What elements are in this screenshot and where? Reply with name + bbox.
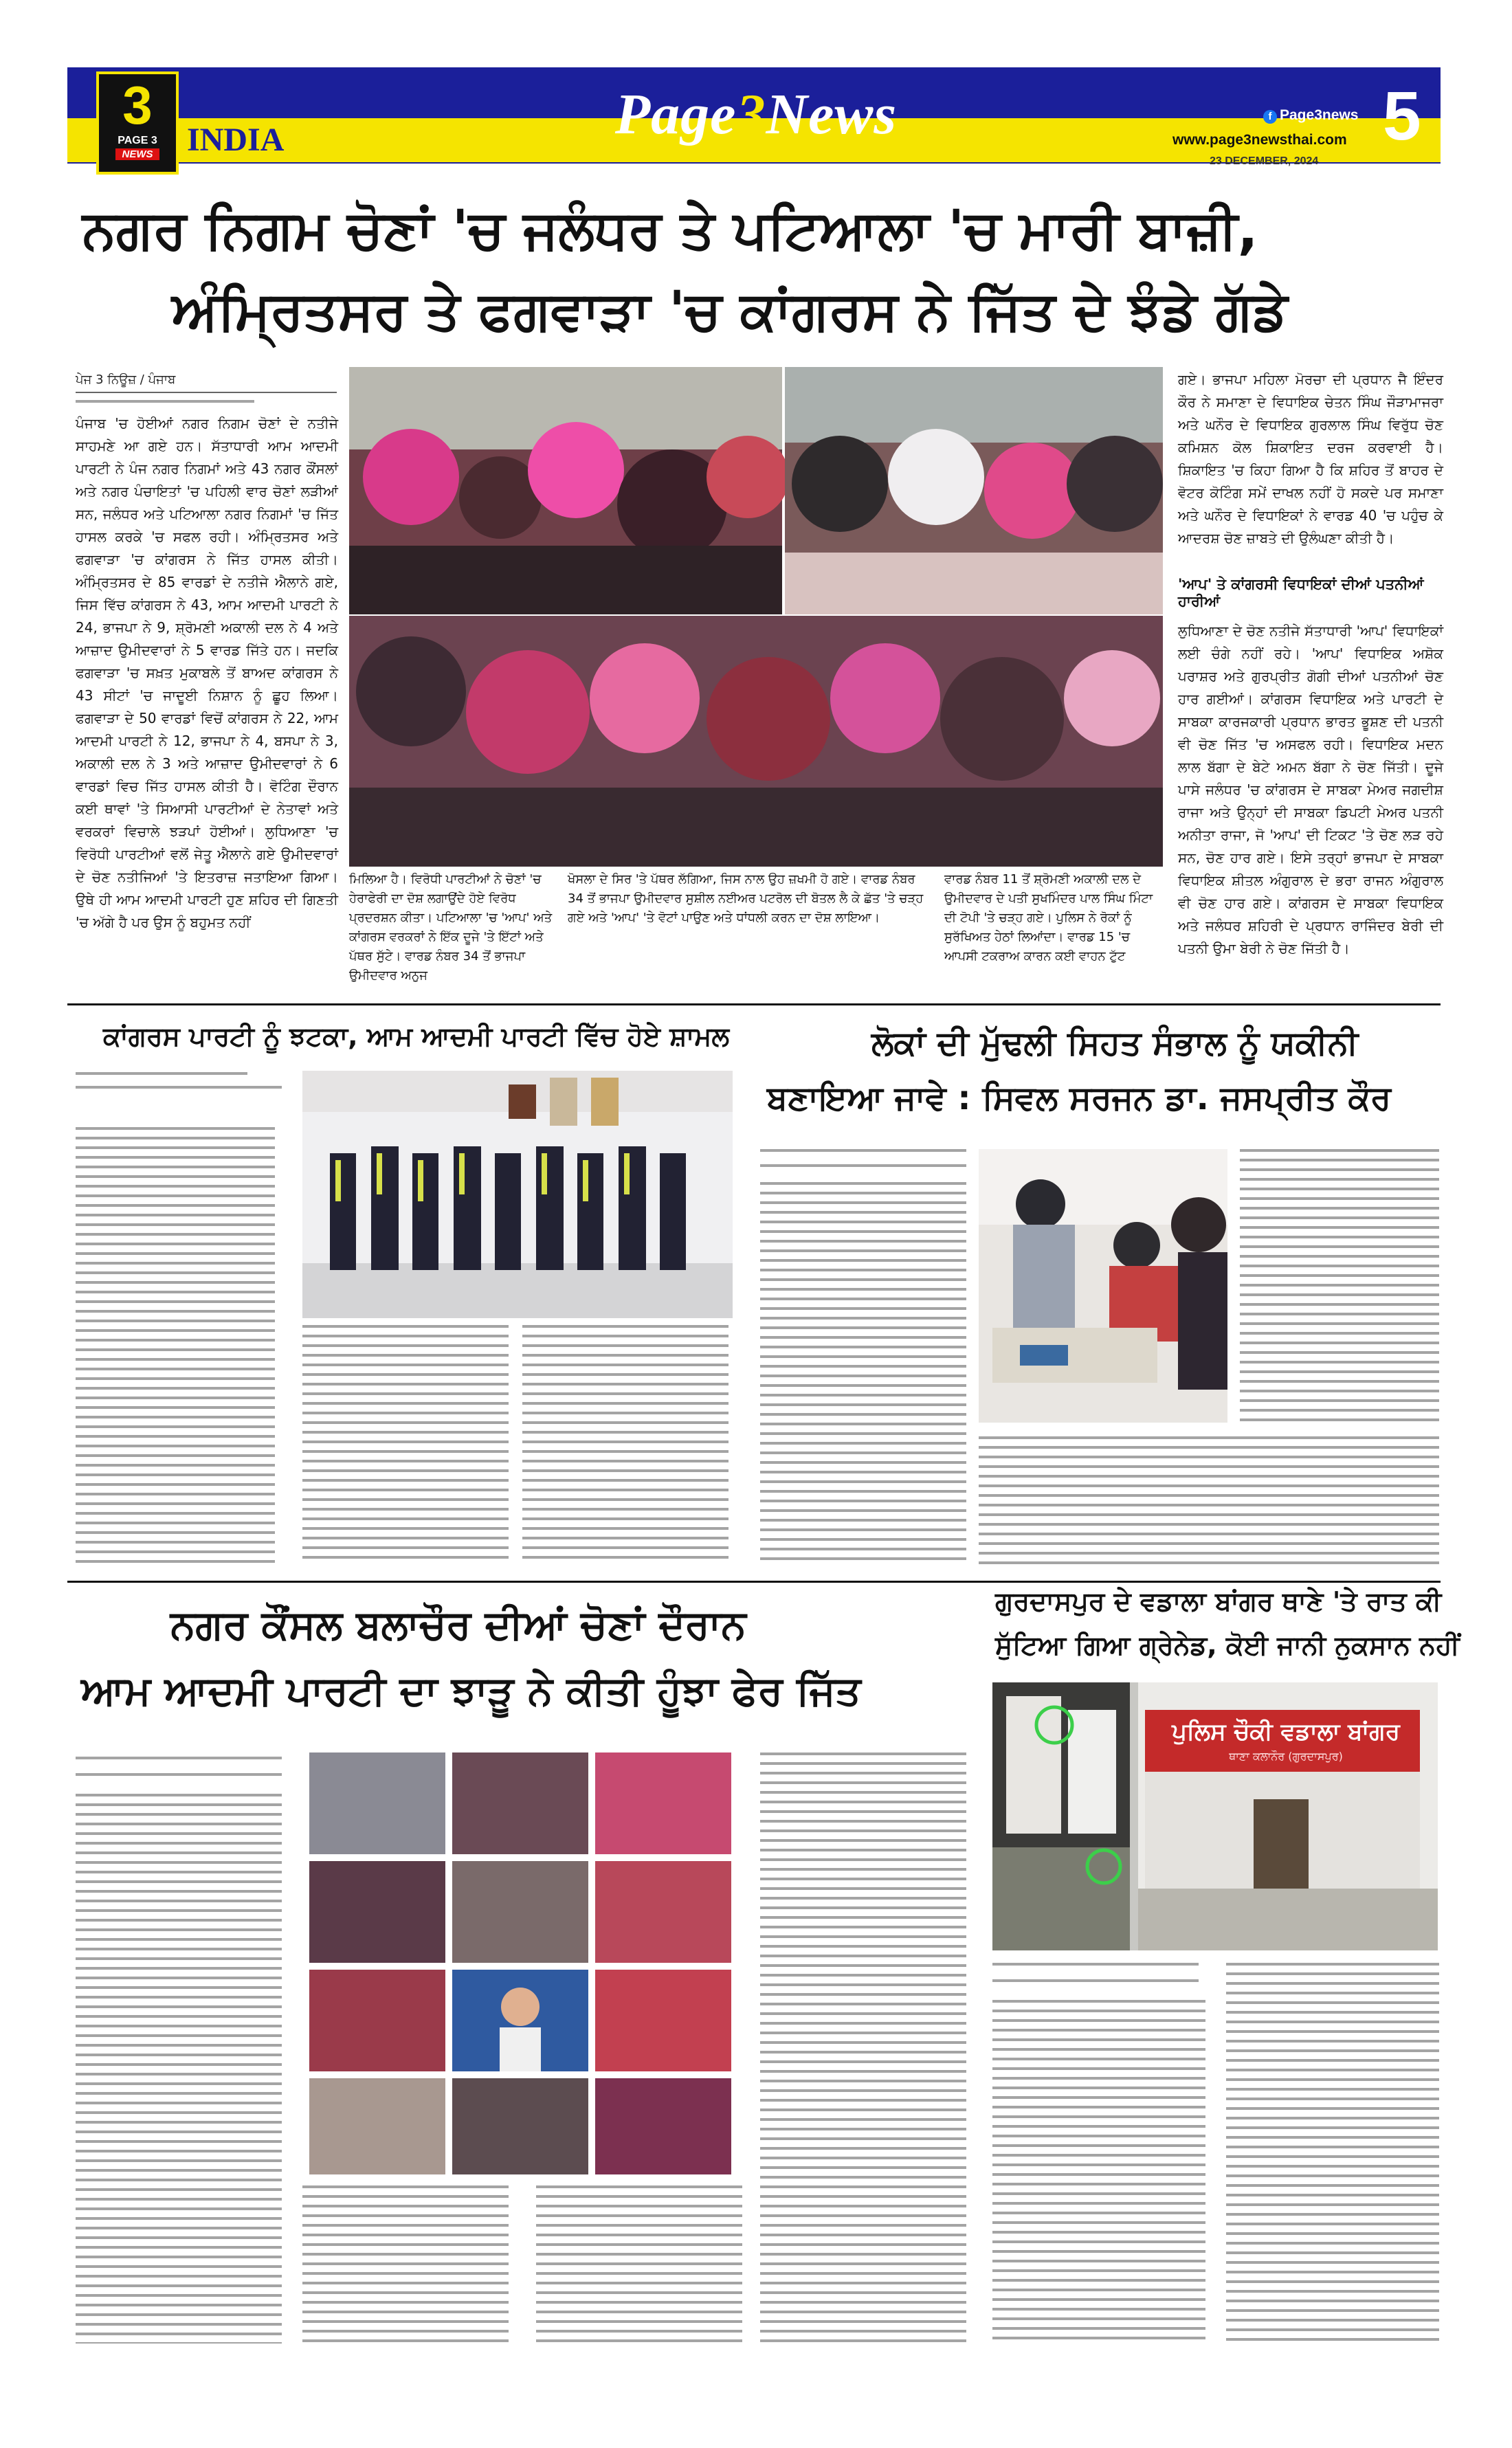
story3-byline xyxy=(760,1149,966,1159)
story2-headline: ਕਾਂਗਰਸ ਪਾਰਟੀ ਨੂੰ ਝਟਕਾ, ਆਮ ਆਦਮੀ ਪਾਰਟੀ ਵਿੱਚ ਹੋਏ ਸ਼ਾਮਲ xyxy=(103,1021,730,1051)
lead-subhead: 'ਆਪ' ਤੇ ਕਾਂਗਰਸੀ ਵਿਧਾਇਕਾਂ ਦੀਆਂ ਪਤਨੀਆਂ ਹਾਰੀਆਂ xyxy=(1178,576,1424,610)
lead-headline-line2: ਅੰਮ੍ਰਿਤਸਰ ਤੇ ਫਗਵਾੜਾ 'ਚ ਕਾਂਗਰਸ ਨੇ ਜਿੱਤ ਦੇ ਝੰਡੇ ਗੱਡੇ xyxy=(172,280,1288,342)
story2-column-3 xyxy=(522,1325,729,1566)
lead-column-5: ਗਏ। ਭਾਜਪਾ ਮਹਿਲਾ ਮੋਰਚਾ ਦੀ ਪ੍ਰਧਾਨ ਜੈ ਇੰਦਰ ਕੌਰ ਨੇ ਸਮਾਣਾ ਦੇ ਵਿਧਾਇਕ ਚੇਤਨ ਸਿੰਘ ਜੌੜਾਮਾਜਰਾ ਅਤੇ ਘਨੌਰ ਦੇ ਵਿਧਾਇਕ ਗੁਰਲਾਲ ਸਿੰਘ ਵਿਰੁੱਧ ਚੋਣ ਕਮਿਸ਼ਨ ਕੋਲ ਸ਼ਿਕਾਇਤ ਦਰਜ ਕਰਵਾਈ ਹੈ। ਸ਼ਿਕਾਇਤ 'ਚ ਕਿਹਾ ਗਿਆ ਹੈ ਕਿ ਸ਼ਹਿਰ ਤੋਂ ਬਾਹਰ ਦੇ ਵੋਟਰ ਕੋਟਿੰਗ ਸਮੇਂ ਦਾਖਲ ਨਹੀਂ ਹੋ ਸਕਦੇ ਪਰ ਸਮਾਣਾ ਅਤੇ ਘਨੌਰ ਦੇ ਵਿਧਾਇਕਾਂ ਨੇ ਵਾਰਡ 40 'ਚ ਪਹੁੰਚ ਕੇ ਆਦਰਸ਼ ਚੋਣ ਜ਼ਾਬਤੇ ਦੀ ਉਲੰਘਣਾ ਕੀਤੀ ਹੈ। xyxy=(1178,371,1443,546)
lead-column-5-cont: ਲੁਧਿਆਣਾ ਦੇ ਚੋਣ ਨਤੀਜੇ ਸੱਤਾਧਾਰੀ 'ਆਪ' ਵਿਧਾਇਕਾਂ ਲਈ ਚੰਗੇ ਨਹੀਂ ਰਹੇ। 'ਆਪ' ਵਿਧਾਇਕ ਅਸ਼ੋਕ ਪਰਾਸ਼ਰ ਅਤੇ ਗੁਰਪ੍ਰੀਤ ਗੋਗੀ ਦੀਆਂ ਪਤਨੀਆਂ ਚੋਣ ਹਾਰ ਗਈਆਂ। ਕਾਂਗਰਸ ਵਿਧਾਇਕ ਅਤੇ ਪਾਰਟੀ ਦੇ ਸਾਬਕਾ ਕਾਰਜਕਾਰੀ ਪ੍ਰਧਾਨ ਭਾਰਤ ਭੂਸ਼ਣ ਦੀ ਪਤਨੀ ਵੀ ਚੋਣ ਜਿੱਤ 'ਚ ਅਸਫਲ ਰਹੀ। ਵਿਧਾਇਕ ਮਦਨ ਲਾਲ ਬੱਗਾ ਦੇ ਬੇਟੇ ਅਮਨ ਬੱਗਾ ਨੇ ਚੋਣ ਜਿੱਤੀ। ਦੂਜੇ ਪਾਸੇ ਜਲੰਧਰ 'ਚ ਕਾਂਗਰਸ ਦੇ ਸਾਬਕਾ ਮੇਅਰ ਜਗਦੀਸ਼ ਰਾਜਾ ਅਤੇ ਉਨ੍ਹਾਂ ਦੀ ਸਾਬਕਾ ਡਿਪਟੀ ਮੇਅਰ ਪਤਨੀ ਅਨੀਤਾ ਰਾਜਾ, ਜੋ 'ਆਪ' ਦੀ ਟਿਕਟ 'ਤੇ ਚੋਣ ਲੜ ਰਹੇ ਸਨ, ਚੋਣ ਹਾਰ ਗਏ। ਇਸੇ ਤਰ੍ਹਾਂ ਭਾਜਪਾ ਦੇ ਸਾਬਕਾ ਵਿਧਾਇਕ ਸ਼ੀਤਲ ਅੰਗੁਰਾਲ ਦੇ ਭਰਾ ਰਾਜਨ ਅੰਗੁਰਾਲ ਵੀ ਚੋਣ ਹਾਰ ਗਏ। ਕਾਂਗਰਸ ਦੇ ਸਾਬਕਾ ਵਿਧਾਇਕ ਅਤੇ ਜਲੰਧਰ ਸ਼ਹਿਰੀ ਦੇ ਪ੍ਰਧਾਨ ਰਾਜਿੰਦਰ ਬੇਰੀ ਦੀ ਪਤਨੀ ਉਮਾ ਬੇਰੀ ਨੇ ਚੋਣ ਜਿੱਤੀ ਹੈ। xyxy=(1178,623,1443,957)
logo-number: 3 xyxy=(122,75,153,135)
facebook-icon: f xyxy=(1263,110,1277,124)
lead-column-1: ਪੰਜਾਬ 'ਚ ਹੋਈਆਂ ਨਗਰ ਨਿਗਮ ਚੋਣਾਂ ਦੇ ਨਤੀਜੇ ਸਾਹਮਣੇ ਆ ਗਏ ਹਨ। ਸੱਤਾਧਾਰੀ ਆਮ ਆਦਮੀ ਪਾਰਟੀ ਨੇ ਪੰਜ ਨਗਰ ਨਿਗਮਾਂ ਅਤੇ 43 ਨਗਰ ਕੌਂਸਲਾਂ ਅਤੇ ਨਗਰ ਪੰਚਾਇਤਾਂ 'ਚ ਪਹਿਲੀ ਵਾਰ ਚੋਣਾਂ ਲੜੀਆਂ ਸਨ, ਜਲੰਧਰ ਅਤੇ ਪਟਿਆਲਾ ਨਗਰ ਨਿਗਮਾਂ 'ਚ ਜਿੱਤ ਹਾਸਲ ਕਰਕੇ 'ਚ ਸਫਲ ਰਹੀ। ਅੰਮ੍ਰਿਤਸਰ ਅਤੇ ਫਗਵਾੜਾ 'ਚ ਕਾਂਗਰਸ ਨੇ ਜਿੱਤ ਹਾਸਲ ਕੀਤੀ। ਅੰਮ੍ਰਿਤਸਰ ਦੇ 85 ਵਾਰਡਾਂ ਦੇ ਨਤੀਜੇ ਐਲਾਨੇ ਗਏ, ਜਿਸ ਵਿੱਚ ਕਾਂਗਰਸ ਨੇ 43, ਆਮ ਆਦਮੀ ਪਾਰਟੀ ਨੇ 24, ਭਾਜਪਾ ਨੇ 9, ਸ਼੍ਰੋਮਣੀ ਅਕਾਲੀ ਦਲ ਨੇ 4 ਅਤੇ ਆਜ਼ਾਦ ਉਮੀਦਵਾਰਾਂ ਨੇ 5 ਵਾਰਡ ਜਿੱਤੇ ਹਨ। ਜਦਕਿ ਫਗਵਾੜਾ 'ਚ ਸਖ਼ਤ ਮੁਕਾਬਲੇ ਤੋਂ ਬਾਅਦ ਕਾਂਗਰਸ ਨੇ 43 ਸੀਟਾਂ 'ਚ ਜਾਦੂਈ ਨਿਸ਼ਾਨ ਨੂੰ ਛੂਹ ਲਿਆ। ਫਗਵਾੜਾ ਦੇ 50 ਵਾਰਡਾਂ ਵਿਚੋਂ ਕਾਂਗਰਸ ਨੇ 22, ਆਮ ਆਦਮੀ ਪਾਰਟੀ ਨੇ 12, ਭਾਜਪਾ ਨੇ 4, ਬਸਪਾ ਨੇ 3, ਅਕਾਲੀ ਦਲ ਨੇ 3 ਅਤੇ ਆਜ਼ਾਦ ਉਮੀਦਵਾਰਾਂ ਨੇ 6 ਵਾਰਡਾਂ ਵਿਚ ਜਿੱਤ ਹਾਸਲ ਕੀਤੀ ਹੈ। ਵੋਟਿੰਗ ਦੌਰਾਨ ਕਈ ਥਾਵਾਂ 'ਤੇ ਸਿਆਸੀ ਪਾਰਟੀਆਂ ਦੇ ਨੇਤਾਵਾਂ ਅਤੇ ਵਰਕਰਾਂ ਵਿਚਾਲੇ ਝੜਪਾਂ ਹੋਈਆਂ। ਲੁਧਿਆਣਾ 'ਚ ਵਿਰੋਧੀ ਪਾਰਟੀਆਂ ਵਲੋਂ ਜੇਤੂ ਐਲਾਨੇ ਗਏ ਉਮੀਦਵਾਰਾਂ ਦੇ ਚੋਣ ਨਤੀਜਿਆਂ 'ਤੇ ਇਤਰਾਜ਼ ਜਤਾਇਆ ਗਿਆ। ਉਥੇ ਹੀ ਆਮ ਆਦਮੀ ਪਾਰਟੀ ਹੁਣ ਸ਼ਹਿਰ ਦੀ ਗਿਣਤੀ 'ਚ ਅੱਗੇ ਹੈ ਪਰ ਉਸ ਨੂੰ ਬਹੁਮਤ ਨਹੀਂ xyxy=(76,415,338,931)
story5-byline-2 xyxy=(992,1979,1199,1989)
byline-date xyxy=(76,400,254,408)
lead-photo-top-left xyxy=(349,367,782,614)
story4-headline-line2: ਆਮ ਆਦਮੀ ਪਾਰਟੀ ਦਾ ਝਾੜੂ ਨੇ ਕੀਤੀ ਹੂੰਝਾ ਫੇਰ ਜਿੱਤ xyxy=(81,1667,861,1714)
brand-number: 3 xyxy=(736,82,766,146)
photo-collage xyxy=(309,1752,731,2174)
story2-byline-2 xyxy=(76,1086,282,1095)
story4-byline xyxy=(76,1757,282,1766)
story5-column-2 xyxy=(1226,1963,1439,2344)
page-number: 5 xyxy=(1383,78,1421,155)
health-centre-photo xyxy=(979,1149,1227,1423)
story4-photo-grid xyxy=(309,1752,731,2174)
story4-column-2 xyxy=(302,2185,509,2344)
story4-column-4 xyxy=(760,1752,966,2344)
story2-column-1 xyxy=(76,1127,275,1567)
lead-photo-top-right xyxy=(785,367,1163,614)
police-post-sign: ਪੁਲਿਸ ਚੌਕੀ ਵਡਾਲਾ ਬਾਂਗਰ xyxy=(1172,1718,1400,1746)
story2-column-2 xyxy=(302,1325,509,1566)
lead-column-3: ਖੋਸਲਾ ਦੇ ਸਿਰ 'ਤੇ ਪੱਥਰ ਲੱਗਿਆ, ਜਿਸ ਨਾਲ ਉਹ ਜ਼ਖਮੀ ਹੋ ਗਏ। ਵਾਰਡ ਨੰਬਰ 34 ਤੋਂ ਭਾਜਪਾ ਉਮੀਦਵਾਰ ਸੁਸ਼ੀਲ ਨਈਅਰ ਪਟਰੋਲ ਦੀ ਬੋਤਲ ਲੈ ਕੇ ਛੱਤ 'ਤੇ ਚੜ੍ਹ ਗਏ ਅਤੇ 'ਆਪ' 'ਤੇ ਵੋਟਾਂ ਪਾਉਣ ਅਤੇ ਧਾਂਧਲੀ ਕਰਨ ਦਾ ਦੋਸ਼ ਲਾਇਆ। xyxy=(568,872,924,925)
story5-column-1 xyxy=(992,2000,1205,2344)
lead-column-4-bottom: ਵਾਰਡ ਨੰਬਰ 11 ਤੋਂ ਸ਼੍ਰੋਮਣੀ ਅਕਾਲੀ ਦਲ ਦੇ ਉਮੀਦਵਾਰ ਦੇ ਪਤੀ ਸੁਖਮਿੰਦਰ ਪਾਲ ਸਿੰਘ ਮਿੰਟਾ ਦੀ ਟੋਪੀ 'ਤੇ ਚੜ੍ਹ ਗਏ। ਪੁਲਿਸ ਨੇ ਰੋਕਾਂ ਨੂੰ ਸੁਰੱਖਿਅਤ ਹੇਠਾਂ ਲਿਆਂਦਾ। ਵਾਰਡ 15 'ਚ ਆਪਸੀ ਟਕਰਾਅ ਕਾਰਨ ਕਈ ਵਾਹਨ ਟੁੱਟ xyxy=(944,872,1153,964)
facebook-handle: Page3news xyxy=(1280,107,1359,123)
logo-news-tag: NEWS xyxy=(115,148,159,160)
story4-headline-line1: ਨਗਰ ਕੌਂਸਲ ਬਲਾਚੌਰ ਦੀਆਂ ਚੋਣਾਂ ਦੌਰਾਨ xyxy=(170,1601,746,1648)
story3-column-1 xyxy=(760,1182,966,1567)
lead-column-2: ਮਿਲਿਆ ਹੈ। ਵਿਰੋਧੀ ਪਾਰਟੀਆਂ ਨੇ ਚੋਣਾਂ 'ਚ ਹੇਰਾਫੇਰੀ ਦਾ ਦੋਸ਼ ਲਗਾਉਂਦੇ ਹੋਏ ਵਿਰੋਧ ਪ੍ਰਦਰਸ਼ਨ ਕੀਤਾ। ਪਟਿਆਲਾ 'ਚ 'ਆਪ' ਅਤੇ ਕਾਂਗਰਸ ਵਰਕਰਾਂ ਨੇ ਇੱਕ ਦੂਜੇ 'ਤੇ ਇੱਟਾਂ ਅਤੇ ਪੱਥਰ ਸੁੱਟੇ। ਵਾਰਡ ਨੰਬਰ 34 ਤੋਂ ਭਾਜਪਾ ਉਮੀਦਵਾਰ ਅਨੁਜ xyxy=(349,872,553,983)
story3-headline-line2: ਬਣਾਇਆ ਜਾਵੇ : ਸਿਵਲ ਸਰਜਨ ਡਾ. ਜਸਪ੍ਰੀਤ ਕੌਰ xyxy=(767,1079,1392,1117)
police-post-sign-sub: ਥਾਣਾ ਕਲਾਨੌਰ (ਗੁਰਦਾਸਪੁਰ) xyxy=(1229,1750,1343,1763)
website-url: www.page3newsthai.com xyxy=(1172,132,1347,148)
story3-headline-line1: ਲੋਕਾਂ ਦੀ ਮੁੱਢਲੀ ਸਿਹਤ ਸੰਭਾਲ ਨੂੰ ਯਕੀਨੀ xyxy=(871,1024,1359,1062)
crowd-photo-2 xyxy=(785,367,1163,614)
crowd-photo-3 xyxy=(349,616,1163,867)
crowd-photo-1 xyxy=(349,367,782,614)
logo-subtitle: PAGE 3 xyxy=(118,135,157,146)
story2-byline xyxy=(76,1072,247,1082)
story3-column-3 xyxy=(1240,1149,1439,1424)
story3-photo xyxy=(979,1149,1227,1423)
byline-divider xyxy=(76,392,337,393)
brand-prefix: Page xyxy=(614,82,737,146)
brand-wordmark xyxy=(598,81,914,148)
story5-headline-line2: ਸੁੱਟਿਆ ਗਿਆ ਗ੍ਰੇਨੇਡ, ਕੋਈ ਜਾਨੀ ਨੁਕਸਾਨ ਨਹੀਂ xyxy=(995,1630,1460,1660)
lead-headline-line1: ਨਗਰ ਨਿਗਮ ਚੋਣਾਂ 'ਚ ਜਲੰਧਰ ਤੇ ਪਟਿਆਲਾ 'ਚ ਮਾਰੀ ਬਾਜ਼ੀ, xyxy=(82,199,1258,261)
story4-column-1 xyxy=(76,1794,282,2344)
issue-date: 23 DECEMBER, 2024 xyxy=(1210,155,1319,167)
story4-byline-2 xyxy=(76,1773,282,1783)
lead-byline: ਪੇਜ 3 ਨਿਊਜ਼ / ਪੰਜਾਬ xyxy=(76,372,176,387)
story3-byline-2 xyxy=(760,1164,966,1174)
section-divider-1 xyxy=(67,1003,1441,1005)
lead-photo-bottom xyxy=(349,616,1163,867)
group-photo xyxy=(302,1071,733,1318)
story4-column-3 xyxy=(536,2185,742,2344)
section-divider-2 xyxy=(67,1581,1441,1583)
brand-suffix: News xyxy=(766,82,898,146)
story5-headline-line1: ਗੁਰਦਾਸਪੁਰ ਦੇ ਵਡਾਲਾ ਬਾਂਗਰ ਥਾਣੇ 'ਤੇ ਰਾਤ ਕੀ xyxy=(995,1586,1442,1616)
story3-column-2 xyxy=(979,1436,1439,1567)
region-label: INDIA xyxy=(187,122,285,158)
story5-byline xyxy=(992,1963,1199,1972)
story2-photo xyxy=(302,1071,733,1318)
